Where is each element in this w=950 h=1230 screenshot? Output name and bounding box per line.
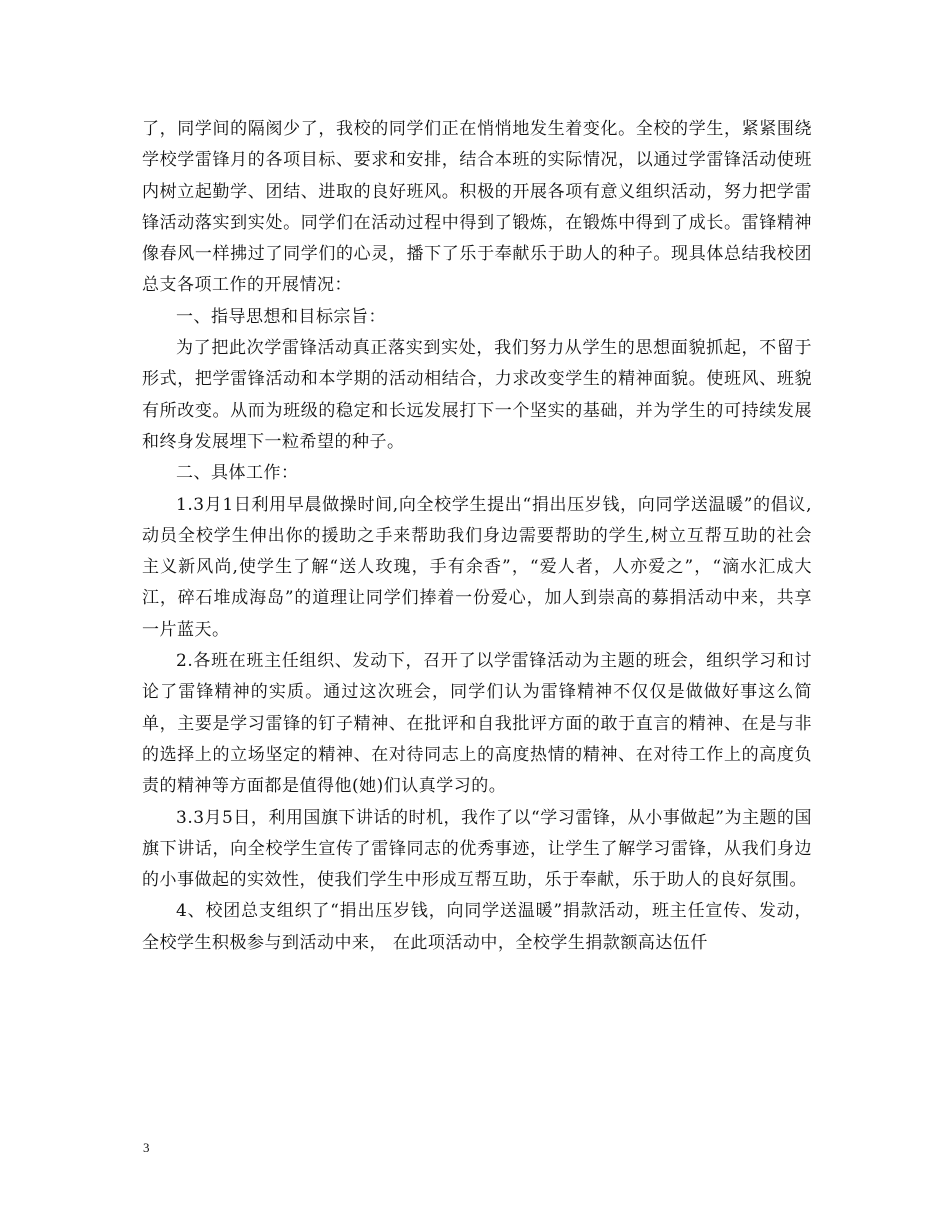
page-number: 3 [143,1140,150,1155]
paragraph-guiding-ideology: 为了把此次学雷锋活动真正落实到实处，我们努力从学生的思想面貌抓起，不留于形式，把学雷锋活动和本学期的活动相结合，力求改变学生的精神面貌。使班风、班貌有所改变。从而为班级的稳定和长远发展打下一个坚实的基础，并为学生的可持续发展和终身发展埋下一粒希望的种子。 [142,338,812,452]
heading-specific-work: 二、具体工作： [176,463,299,484]
paragraph-work-item-3: 3.3月5日，利用国旗下讲话的时机，我作了以“学习雷锋，从小事做起”为主题的国旗下讲话，向全校学生宣传了雷锋同志的优秀事迹，让学生了解学习雷锋，从我们身边的小事做起的实效性，使我们学生中形成互帮互助，乐于奉献，乐于助人的良好氛围。 [142,807,812,891]
paragraph-intro-continuation: 了，同学间的隔阂少了，我校的同学们正在悄悄地发生着变化。全校的学生，紧紧围绕学校学雷锋月的各项目标、要求和安排，结合本班的实际情况，以通过学雷锋活动使班内树立起勤学、团结、进取的良好班风。积极的开展各项有意义组织活动，努力把学雷锋活动落实到实处。同学们在活动过程中得到了锻炼，在锻炼中得到了成长。雷锋精神像春风一样拂过了同学们的心灵，播下了乐于奉献乐于助人的种子。现具体总结我校团总支各项工作的开展情况： [142,119,812,296]
document-body [142,114,812,959]
paragraph-work-item-1: 1.3月1日利用早晨做操时间,向全校学生提出“捐出压岁钱，向同学送温暖”的倡议,动员全校学生伸出你的援助之手来帮助我们身边需要帮助的学生,树立互帮互助的社会主义新风尚,使学生了解“送人玫瑰，手有余香”，“爱人者，人亦爱之”，“滴水汇成大江，碎石堆成海岛”的道理让同学们捧着一份爱心，加人到崇高的募捐活动中来，共享一片蓝天。 [142,494,812,640]
paragraph-work-item-4: 4、校团总支组织了“捐出压岁钱，向同学送温暖”捐款活动，班主任宣传、发动，全校学生积极参与到活动中来， 在此项活动中，全校学生捐款额高达伍仟 [142,901,812,953]
heading-guiding-ideology: 一、指导思想和目标宗旨： [176,306,386,327]
paragraph-work-item-2: 2.各班在班主任组织、发动下，召开了以学雷锋活动为主题的班会，组织学习和讨论了雷锋精神的实质。通过这次班会，同学们认为雷锋精神不仅仅是做做好事这么简单，主要是学习雷锋的钉子精神、在批评和自我批评方面的敢于直言的精神、在是与非的选择上的立场坚定的精神、在对待同志上的高度热情的精神、在对待工作上的高度负责的精神等方面都是值得他(她)们认真学习的。 [142,651,812,797]
